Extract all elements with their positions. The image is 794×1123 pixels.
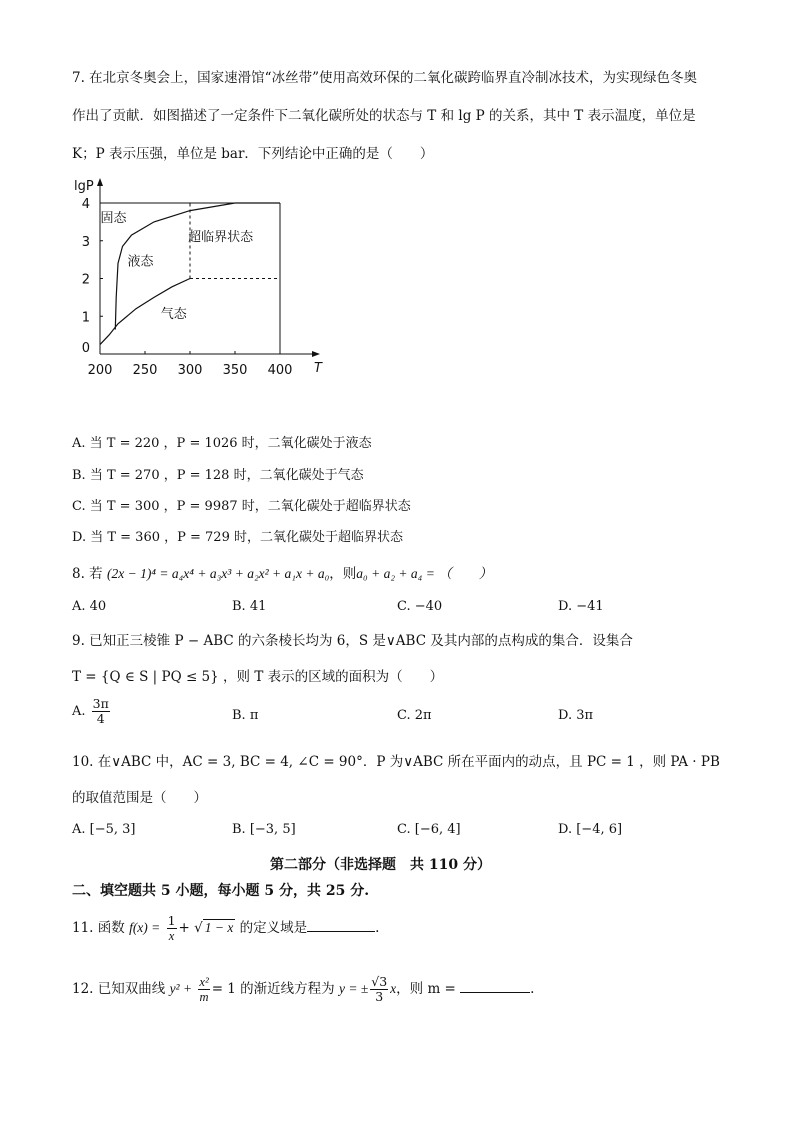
q8-option-d: D. −41 <box>558 599 604 614</box>
q10-line1: 10. 在∨ABC 中，AC = 3, BC = 4, ∠C = 90°．P 为∨ABC 所在平面内的动点，且 PC = 1 ，则 PA · PB <box>72 754 720 770</box>
region-label: 超临界状态 <box>188 229 254 245</box>
region-label: 气态 <box>160 307 187 323</box>
q12-y2: y² + <box>169 981 193 996</box>
q11-suffix: 的定义域是 <box>239 920 308 936</box>
y-tick-label: 3 <box>81 234 90 250</box>
q11-num: 1 <box>167 913 176 928</box>
q12-asym-x: x <box>390 981 397 996</box>
q12-asym-lhs: y = ± <box>338 981 369 996</box>
q12-fraction <box>198 975 209 1004</box>
q12-line <box>72 975 534 1004</box>
x-axis-label: T <box>314 361 322 376</box>
y-axis-arrow <box>97 178 103 186</box>
q9-option-a-den: 4 <box>96 711 105 726</box>
x-tick-label: 400 <box>267 363 293 378</box>
q12-prefix: 12. 已知双曲线 <box>72 981 166 997</box>
region-label: 液态 <box>127 254 154 270</box>
q11-fraction <box>167 914 177 943</box>
q12-answer-blank[interactable] <box>460 992 530 993</box>
q8-mid: ，则 <box>329 566 357 582</box>
q12-end: . <box>530 981 535 997</box>
q8-option-a: A. 40 <box>72 599 107 614</box>
q7-option-a: A. 当 T = 220 ，P = 1026 时，二氧化碳处于液态 <box>72 436 372 451</box>
q9-option-a-label: A. <box>72 704 86 719</box>
q12-asym-den: 3 <box>375 989 384 1004</box>
sqrt-icon: √ <box>194 920 203 936</box>
q12-asym-num: √3 <box>371 974 388 989</box>
q10-option-b: B. [−3, 5] <box>232 822 296 837</box>
y-tick-label: 1 <box>81 310 90 326</box>
q10-option-d: D. [−4, 6] <box>558 822 623 837</box>
origin-label: 0 <box>81 341 90 356</box>
part2-title: 第二部分（非选择题 共 110 分） <box>270 857 491 873</box>
q11-prefix: 11. 函数 <box>72 920 125 936</box>
q9-option-a-fraction <box>92 697 110 726</box>
q9-option-c: C. 2π <box>397 708 432 723</box>
q7-option-d: D. 当 T = 360 ，P = 729 时，二氧化碳处于超临界状态 <box>72 530 403 545</box>
q9-option-d: D. 3π <box>558 708 594 723</box>
q9-option-a-num: 3π <box>92 696 109 711</box>
section-heading: 二、填空题共 5 小题，每小题 5 分，共 25 分. <box>72 883 370 899</box>
q9-option-a <box>72 697 112 726</box>
q12-eq1: = 1 的渐近线方程为 <box>211 981 335 997</box>
x-axis-arrow <box>312 351 320 357</box>
q7-option-c: C. 当 T = 300 ，P = 9987 时，二氧化碳处于超临界状态 <box>72 499 411 514</box>
q7-line3: K；P 表示压强，单位是 bar．下列结论中正确的是（ ） <box>72 146 434 162</box>
x-tick-label: 200 <box>87 363 113 378</box>
q10-option-c: C. [−6, 4] <box>397 822 461 837</box>
y-tick-label: 4 <box>81 197 90 212</box>
q11-line <box>72 914 379 943</box>
q10-option-a: A. [−5, 3] <box>72 822 136 837</box>
phase-diagram-chart <box>64 172 334 387</box>
q8-option-c: C. −40 <box>397 599 443 614</box>
q11-end: . <box>375 920 380 936</box>
q8-option-b: B. 41 <box>232 599 267 614</box>
q11-fx: f(x) = <box>129 920 161 935</box>
q12-asym-fraction <box>370 975 388 1004</box>
x-tick-label: 250 <box>132 363 158 378</box>
x-tick-label: 350 <box>222 363 248 378</box>
q8-ask: a₀ + a₂ + a₄ = （ ） <box>356 566 493 581</box>
q11-den: x <box>168 929 175 943</box>
q7-line2: 作出了贡献．如图描述了一定条件下二氧化碳所处的状态与 T 和 lg P 的关系，其中 T 表示温度，单位是 <box>72 108 696 124</box>
q8-line <box>72 562 492 582</box>
y-axis-label: lgP <box>74 179 94 194</box>
q8-expression: (2x − 1)⁴ = a₄x⁴ + a₃x³ + a₂x² + a₁x + a₀ <box>106 566 330 581</box>
phase-diagram-svg <box>64 172 334 387</box>
q8-prefix: 8. 若 <box>72 566 103 582</box>
q11-radicand: 1 − x <box>204 920 234 935</box>
region-label: 固态 <box>100 210 127 226</box>
q11-answer-blank[interactable] <box>307 931 375 932</box>
q9-line1: 9. 已知正三棱锥 P − ABC 的六条棱长均为 6，S 是∨ABC 及其内部的点构成的集合．设集合 <box>72 633 633 649</box>
q9-option-b: B. π <box>232 708 259 723</box>
q12-num: x² <box>199 975 209 989</box>
q9-line2: T = {Q ∈ S | PQ ≤ 5} ，则 T 表示的区域的面积为（ ） <box>72 669 444 685</box>
q7-line1: 7. 在北京冬奥会上，国家速滑馆“冰丝带”使用高效环保的二氧化碳跨临界直冷制冰技术，为实现绿色冬奥 <box>72 70 697 86</box>
y-tick-label: 2 <box>81 272 90 288</box>
q7-option-b: B. 当 T = 270 ，P = 128 时，二氧化碳处于气态 <box>72 468 364 483</box>
q10-line2: 的取值范围是（ ） <box>72 790 207 806</box>
q11-plus: + <box>178 920 190 936</box>
q12-den: m <box>199 990 209 1004</box>
q12-tail: ，则 m = <box>396 981 456 997</box>
x-tick-label: 300 <box>177 363 203 378</box>
